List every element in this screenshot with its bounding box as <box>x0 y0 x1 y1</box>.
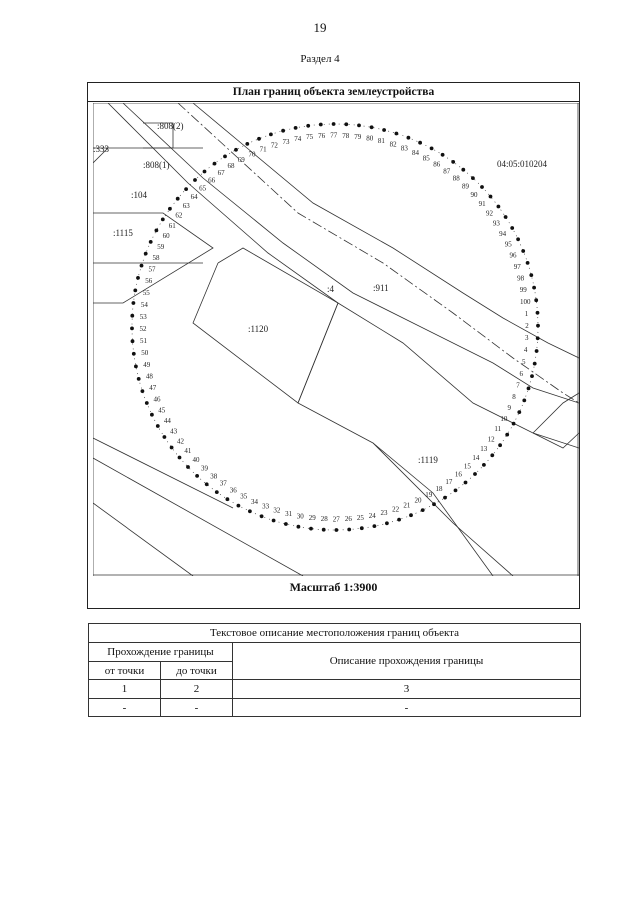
table-caption: Текстовое описание местоположения границ объекта <box>89 624 581 643</box>
boundary-point-label: 72 <box>270 141 278 150</box>
boundary-point-label: 12 <box>487 435 495 444</box>
boundary-point-label: 26 <box>344 515 352 523</box>
boundary-point <box>150 413 154 417</box>
boundary-point-label: 23 <box>380 509 388 518</box>
boundary-point-label: 9 <box>507 404 512 412</box>
boundary-point-label: 89 <box>462 182 469 191</box>
numbering-cell: 2 <box>161 680 233 699</box>
numbering-cell: 3 <box>233 680 581 699</box>
boundary-point-label: 14 <box>472 454 480 462</box>
boundary-point <box>536 324 540 328</box>
boundary-point <box>269 133 273 137</box>
boundary-point-label: 4 <box>523 346 528 355</box>
boundary-point <box>134 365 138 369</box>
boundary-point-label: 78 <box>342 131 350 140</box>
parcel-label: :808(2) <box>157 121 184 131</box>
boundary-point-label: 68 <box>227 162 235 171</box>
boundary-point <box>332 122 336 126</box>
boundary-point <box>530 374 534 378</box>
boundary-point <box>529 273 533 277</box>
boundary-description-table <box>88 623 581 717</box>
boundary-point <box>451 160 455 164</box>
boundary-point-label: 31 <box>285 509 293 518</box>
boundary-point-label: 49 <box>143 360 151 369</box>
boundary-point <box>213 162 217 166</box>
boundary-point <box>473 472 477 476</box>
boundary-point <box>223 155 227 159</box>
boundary-point-label: 21 <box>403 501 411 510</box>
boundary-point-label: 54 <box>140 300 148 309</box>
boundary-point <box>490 453 494 457</box>
table-cell: - <box>89 699 161 717</box>
boundary-point-label: 56 <box>145 277 153 286</box>
boundary-map <box>93 103 579 576</box>
boundary-point-label: 63 <box>182 202 190 211</box>
boundary-point-label: 80 <box>366 134 374 143</box>
boundary-point <box>421 508 425 512</box>
boundary-point-label: 5 <box>522 358 526 367</box>
boundary-point-label: 15 <box>463 462 471 471</box>
boundary-point-label: 85 <box>422 154 430 163</box>
boundary-point-label: 22 <box>392 505 400 514</box>
boundary-point <box>471 176 475 180</box>
col-desc-header: Описание прохождения границы <box>233 643 581 680</box>
boundary-point-label: 53 <box>139 312 147 321</box>
boundary-point-label: 40 <box>192 455 200 464</box>
boundary-point-label: 2 <box>525 322 529 331</box>
boundary-point <box>443 496 447 500</box>
boundary-point-label: 76 <box>318 132 326 140</box>
parcel-label: :104 <box>131 190 148 200</box>
plan-title: План границ объекта землеустройства <box>88 83 579 102</box>
boundary-point-label: 38 <box>210 472 218 481</box>
boundary-point <box>168 207 172 211</box>
boundary-point <box>357 124 361 128</box>
boundary-point <box>464 481 468 485</box>
boundary-point <box>512 422 516 426</box>
boundary-point <box>137 377 141 381</box>
boundary-point-label: 20 <box>414 496 422 505</box>
boundary-point <box>418 141 422 145</box>
parcel-label: :1119 <box>418 455 438 465</box>
boundary-point-label: 52 <box>139 324 147 333</box>
boundary-point-label: 8 <box>512 392 516 401</box>
boundary-point-label: 93 <box>492 219 500 228</box>
boundary-point-label: 50 <box>141 348 149 357</box>
boundary-point <box>156 424 160 428</box>
boundary-point-label: 84 <box>412 149 419 158</box>
table-cell: - <box>233 699 581 717</box>
boundary-point-label: 6 <box>519 369 524 378</box>
boundary-point-label: 55 <box>142 288 150 297</box>
boundary-point <box>535 349 539 353</box>
boundary-point <box>498 443 502 447</box>
section-title: Раздел 4 <box>300 53 340 65</box>
boundary-point-label: 33 <box>262 502 270 511</box>
boundary-point-label: 61 <box>168 221 176 230</box>
boundary-point-label: 29 <box>308 514 316 523</box>
boundary-point-label: 100 <box>520 298 531 307</box>
parcel-label: :1115 <box>113 228 133 238</box>
boundary-point-label: 43 <box>170 427 178 436</box>
boundary-point-label: 24 <box>368 511 376 520</box>
parcel-label: :808(1) <box>143 160 170 170</box>
boundary-point-label: 45 <box>158 406 166 415</box>
boundary-point <box>131 339 135 343</box>
boundary-point <box>145 401 149 405</box>
boundary-point <box>136 276 140 280</box>
boundary-point-label: 1 <box>524 310 529 319</box>
cadastral-block-label: 04:05:010204 <box>497 159 548 169</box>
boundary-point-label: 17 <box>445 478 453 486</box>
boundary-point <box>193 178 197 182</box>
boundary-point <box>132 301 136 305</box>
boundary-point <box>480 185 484 189</box>
boundary-point-label: 34 <box>251 497 258 506</box>
boundary-point <box>226 497 230 501</box>
boundary-point-label: 13 <box>480 444 488 453</box>
boundary-point-label: 48 <box>145 372 153 381</box>
boundary-point-label: 94 <box>499 229 507 238</box>
boundary-point-label: 82 <box>389 140 397 149</box>
boundary-point <box>347 528 351 532</box>
boundary-point-label: 42 <box>177 437 184 446</box>
boundary-point <box>186 465 190 469</box>
boundary-point-label: 97 <box>513 262 521 271</box>
boundary-point <box>504 215 508 219</box>
boundary-point <box>149 240 153 244</box>
boundary-point <box>395 132 399 136</box>
parcel-label: :911 <box>373 283 389 293</box>
boundary-point <box>489 195 493 199</box>
boundary-point <box>195 474 199 478</box>
boundary-point-label: 74 <box>294 135 302 144</box>
boundary-point-label: 37 <box>219 479 227 488</box>
table-cell: - <box>161 699 233 717</box>
boundary-point <box>178 456 182 460</box>
boundary-point <box>281 129 285 133</box>
boundary-point <box>397 518 401 522</box>
boundary-point <box>536 311 540 315</box>
boundary-point <box>284 522 288 526</box>
parcel-lines <box>93 103 579 576</box>
boundary-point <box>409 513 413 517</box>
boundary-point <box>360 526 364 530</box>
boundary-point <box>521 249 525 253</box>
boundary-point-label: 71 <box>259 145 267 154</box>
boundary-point <box>526 261 530 265</box>
boundary-point-label: 30 <box>296 512 304 521</box>
boundary-point <box>522 399 526 403</box>
boundary-point-label: 51 <box>140 336 147 345</box>
boundary-point <box>454 489 458 493</box>
boundary-point-label: 36 <box>229 486 237 495</box>
boundary-point <box>155 229 159 233</box>
boundary-point-label: 69 <box>237 155 245 164</box>
boundary-point <box>407 136 411 140</box>
boundary-point-label: 86 <box>433 160 441 169</box>
boundary-point-label: 39 <box>201 464 208 473</box>
boundary-point-label: 27 <box>332 515 340 524</box>
boundary-point <box>533 362 537 366</box>
boundary-point-label: 32 <box>273 506 281 515</box>
boundary-point-label: 46 <box>153 395 161 404</box>
boundary-point <box>510 226 514 230</box>
boundary-point-label: 41 <box>184 446 192 455</box>
boundary-point <box>482 463 486 467</box>
boundary-point <box>257 137 261 141</box>
boundary-point <box>234 148 238 152</box>
boundary-point-label: 64 <box>190 193 198 201</box>
boundary-point-label: 35 <box>240 492 248 501</box>
boundary-point-label: 10 <box>500 414 508 423</box>
boundary-point-label: 96 <box>509 251 517 260</box>
boundary-point-label: 70 <box>248 150 256 159</box>
numbering-cell: 1 <box>89 680 161 699</box>
boundary-point-label: 91 <box>478 200 486 209</box>
boundary-point <box>184 187 188 191</box>
parcel-label: :4 <box>327 284 335 294</box>
boundary-point <box>432 502 436 506</box>
boundary-point <box>272 519 276 523</box>
boundary-point-label: 65 <box>199 184 207 193</box>
boundary-point-label: 18 <box>435 484 443 493</box>
boundary-point-label: 87 <box>443 167 451 176</box>
boundary-point-label: 60 <box>162 232 170 241</box>
boundary-point-label: 58 <box>152 254 160 263</box>
boundary-point <box>176 197 180 201</box>
col-from-header: от точки <box>89 662 161 680</box>
boundary-point <box>517 410 521 414</box>
boundary-point <box>248 509 252 513</box>
boundary-point <box>140 264 144 268</box>
boundary-point <box>373 524 377 528</box>
boundary-point <box>141 389 145 393</box>
group-header: Прохождение границы <box>89 643 233 662</box>
boundary-point-label: 62 <box>175 211 183 220</box>
boundary-point-label: 11 <box>494 425 502 434</box>
boundary-point <box>297 525 301 529</box>
boundary-point <box>319 123 323 127</box>
boundary-point <box>133 289 137 293</box>
boundary-point-label: 25 <box>356 513 364 522</box>
boundary-circle <box>130 122 540 532</box>
boundary-point <box>144 252 148 256</box>
boundary-point-label: 95 <box>504 240 512 249</box>
boundary-point-label: 7 <box>516 381 520 390</box>
boundary-point-label: 16 <box>454 470 462 479</box>
boundary-point <box>215 490 219 494</box>
boundary-point-label: 73 <box>282 137 290 146</box>
boundary-point <box>161 218 165 222</box>
boundary-point <box>170 446 174 450</box>
boundary-point-label: 59 <box>157 243 165 251</box>
boundary-point <box>527 387 531 391</box>
boundary-point <box>430 147 434 151</box>
boundary-point <box>344 122 348 126</box>
boundary-point-label: 77 <box>330 131 338 140</box>
boundary-point <box>306 124 310 128</box>
boundary-point-label: 28 <box>320 515 328 524</box>
page-number: 19 <box>313 20 327 35</box>
parcel-label: :1120 <box>248 324 269 334</box>
boundary-point <box>382 128 386 132</box>
boundary-point-label: 44 <box>163 417 171 426</box>
boundary-point <box>260 514 264 518</box>
boundary-point <box>534 298 538 302</box>
boundary-point-label: 98 <box>517 274 525 283</box>
boundary-point-label: 67 <box>217 169 225 177</box>
boundary-point-label: 81 <box>377 137 385 146</box>
boundary-point-label: 88 <box>452 174 460 183</box>
boundary-point <box>335 528 339 532</box>
parcel-label: :333 <box>93 144 110 154</box>
boundary-point <box>245 142 249 146</box>
boundary-point <box>370 125 374 129</box>
boundary-point <box>385 521 389 525</box>
boundary-point <box>163 435 167 439</box>
boundary-point-label: 19 <box>425 491 433 500</box>
col-to-header: до точки <box>161 662 233 680</box>
boundary-point <box>461 168 465 172</box>
boundary-point <box>505 433 509 437</box>
boundary-point-label: 92 <box>486 209 493 218</box>
boundary-point-label: 66 <box>208 176 216 185</box>
boundary-point <box>130 314 134 318</box>
boundary-point <box>294 126 298 130</box>
boundary-point-label: 83 <box>400 144 408 153</box>
boundary-ring <box>132 124 538 530</box>
scale-label: Масштаб 1:3900 <box>289 580 378 594</box>
boundary-point <box>532 286 536 290</box>
boundary-point <box>516 237 520 241</box>
boundary-point-label: 47 <box>149 384 157 393</box>
boundary-point-label: 75 <box>306 133 314 142</box>
boundary-point <box>130 327 134 331</box>
boundary-point-label: 90 <box>470 191 478 200</box>
boundary-point <box>203 170 207 174</box>
boundary-point <box>497 205 501 209</box>
boundary-point <box>309 527 313 531</box>
boundary-point-label: 99 <box>519 286 527 295</box>
boundary-point <box>322 528 326 532</box>
boundary-point <box>536 336 540 340</box>
boundary-point <box>132 352 136 356</box>
boundary-point <box>237 504 241 508</box>
boundary-point-label: 57 <box>148 265 156 274</box>
boundary-point <box>441 153 445 157</box>
boundary-point-label: 79 <box>354 132 362 141</box>
boundary-point-label: 3 <box>524 334 529 343</box>
boundary-point <box>205 482 209 486</box>
